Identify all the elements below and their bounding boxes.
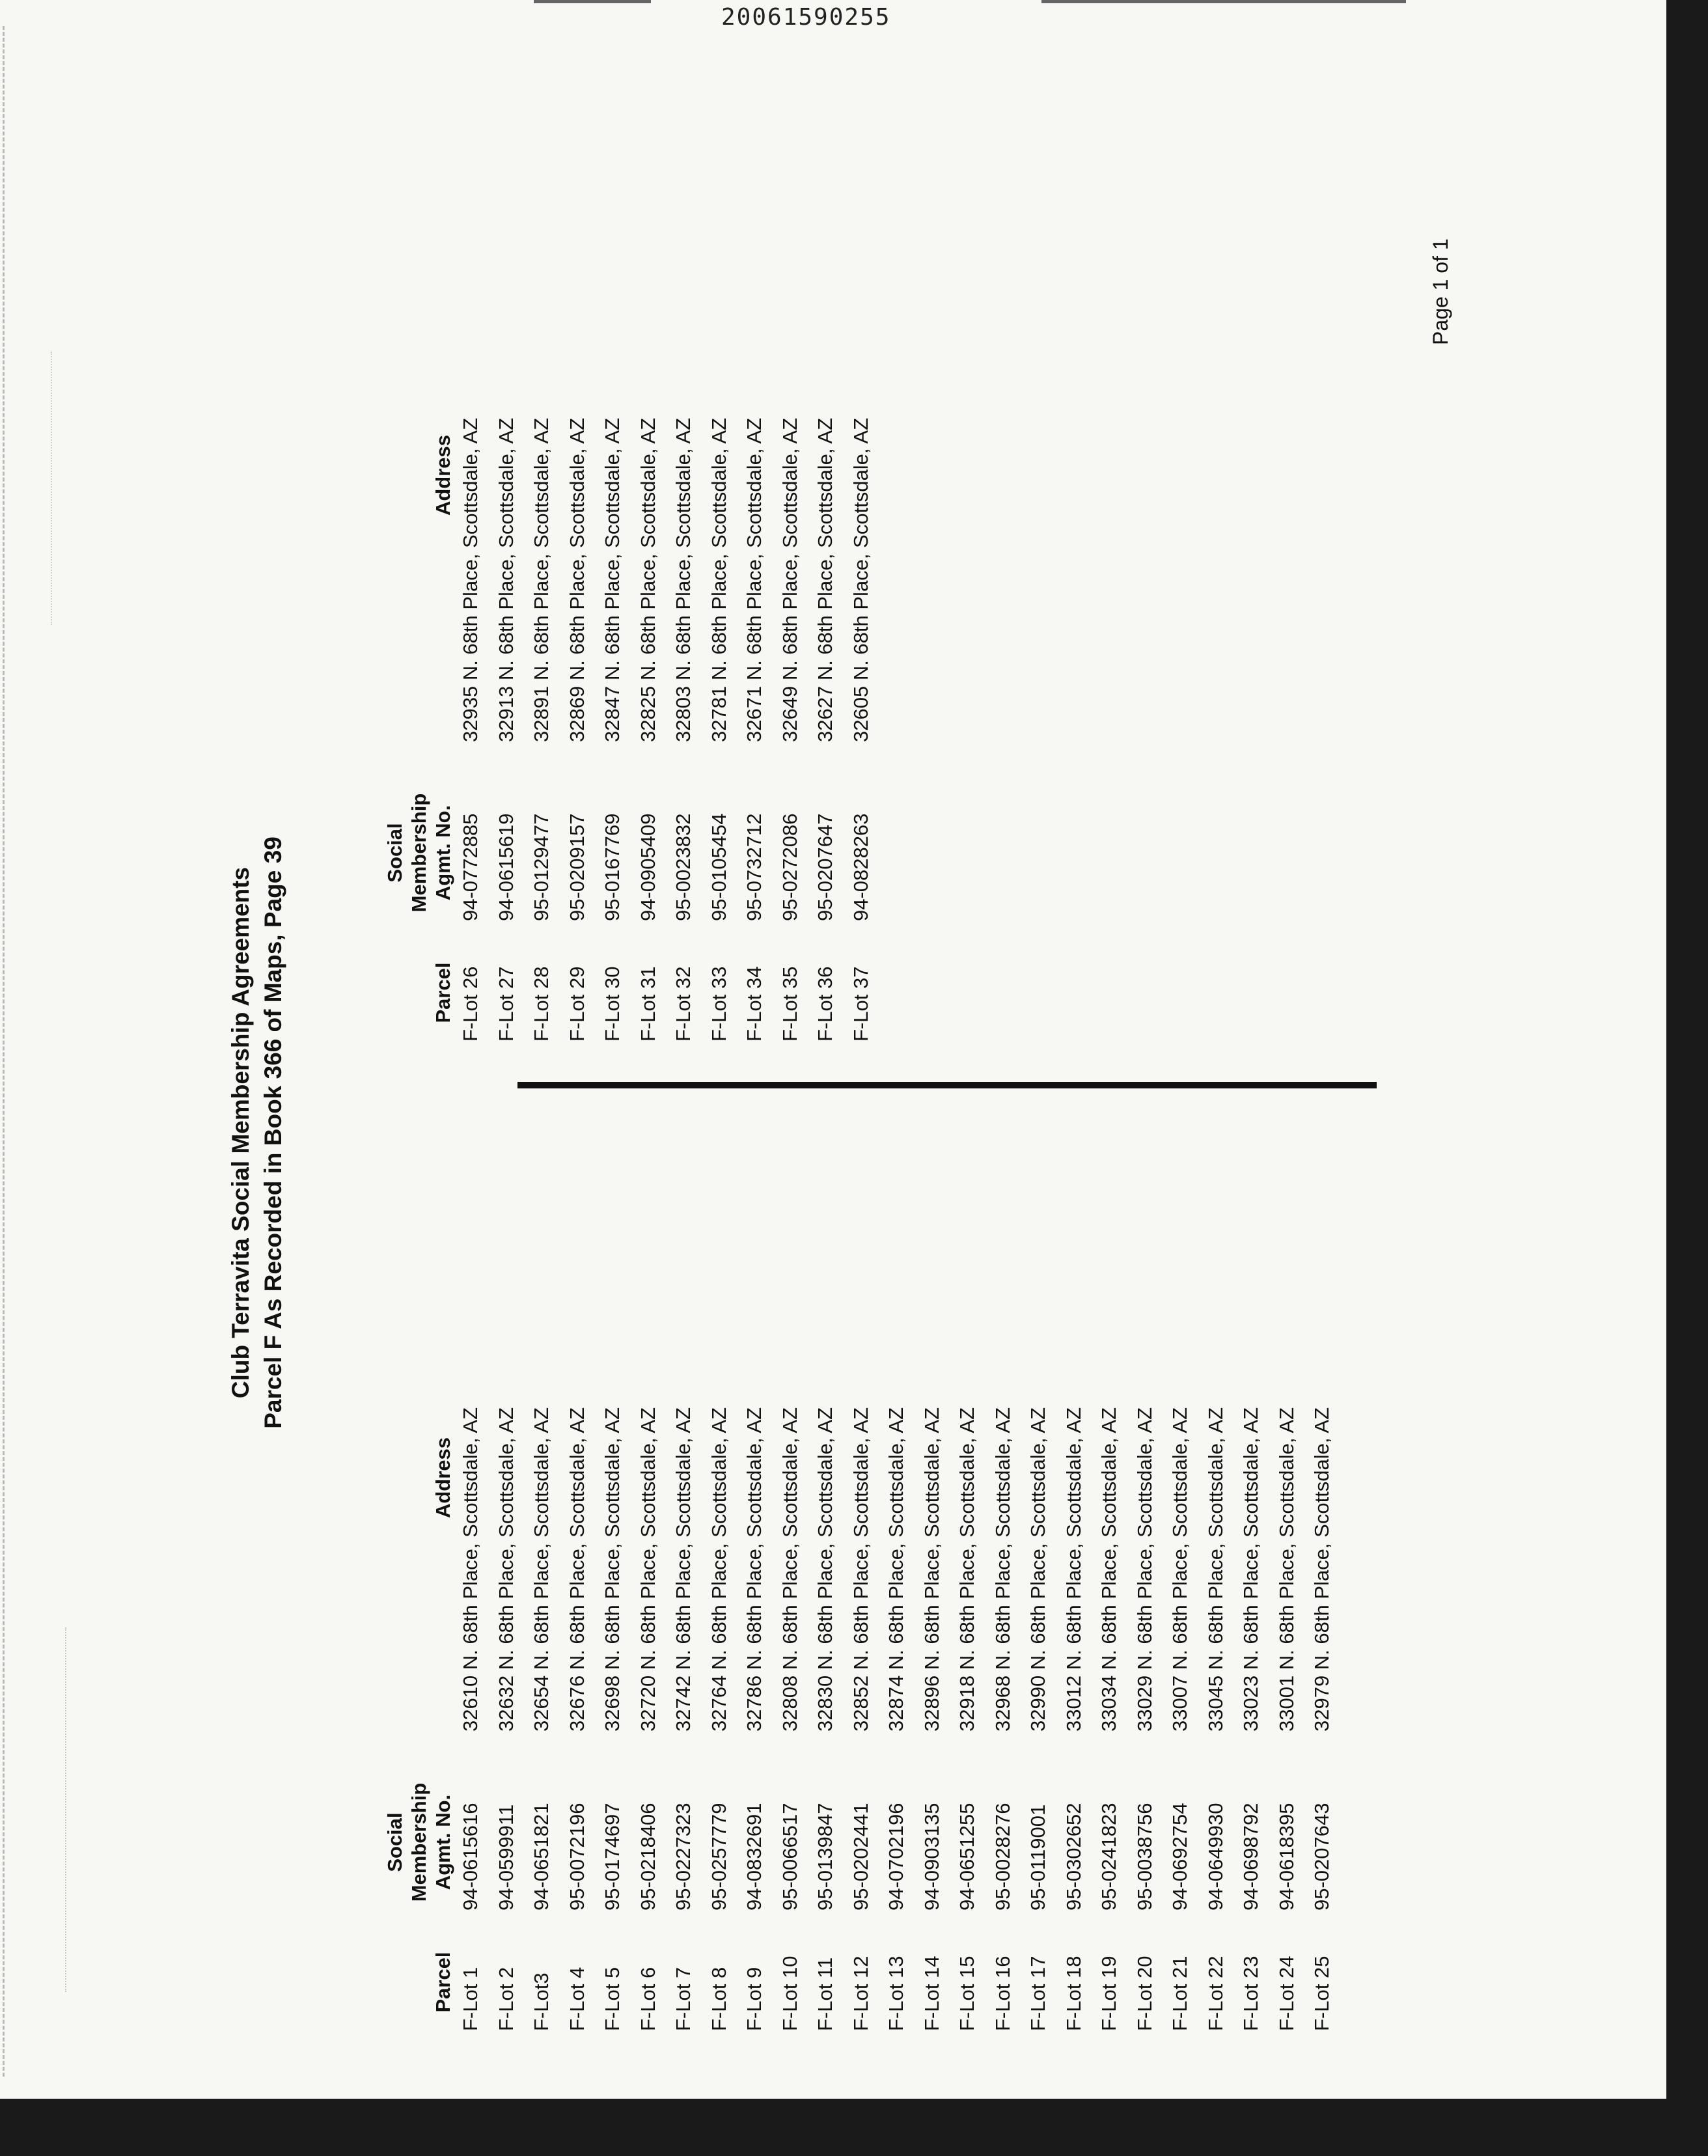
agmt-no-cell: 95-0072196 [565,1803,588,1911]
parcel-cell: F-Lot 17 [1026,1956,1049,2031]
parcel-cell: F-Lot3 [530,1972,553,2031]
address-cell: 32627 N. 68th Place, Scottsdale, AZ [814,417,836,742]
parcel-cell: F-Lot 30 [601,966,624,1042]
agmt-no-cell: 95-0732712 [743,813,765,921]
agmt-no-cell: 95-0257779 [707,1803,730,1911]
parcel-cell: F-Lot 34 [743,966,765,1042]
agmt-no-cell: 94-0618395 [1274,1803,1298,1911]
agmt-no-cell: 94-0702196 [885,1803,907,1911]
parcel-cell: F-Lot 20 [1133,1956,1156,2031]
parcel-cell: F-Lot 31 [636,966,659,1042]
rotated-document [225,234,1468,2031]
parcel-cell: F-Lot 12 [849,1956,872,2031]
scan-artifact [534,0,651,3]
parcel-cell: F-Lot 22 [1204,1956,1227,2031]
agmt-no-cell: 94-0832691 [743,1803,765,1911]
address-cell: 32654 N. 68th Place, Scottsdale, AZ [530,1407,553,1732]
parcel-cell: F-Lot 33 [707,966,730,1042]
header-agmt-line1: Social [383,1812,406,1872]
agmt-no-cell: 94-0651255 [956,1803,978,1911]
agmt-no-cell: 94-0599911 [494,1804,517,1911]
document-id: 20061590255 [721,4,891,31]
address-cell: 32720 N. 68th Place, Scottsdale, AZ [636,1407,659,1732]
parcel-cell: F-Lot 9 [743,1967,765,2031]
agmt-no-cell: 94-0772885 [459,813,482,921]
parcel-cell: F-Lot 23 [1239,1956,1262,2031]
agmt-no-cell: 95-0105454 [707,813,730,921]
address-cell: 32786 N. 68th Place, Scottsdale, AZ [743,1407,765,1732]
agmt-no-cell: 95-0129477 [530,813,553,921]
parcel-cell: F-Lot 28 [530,966,553,1042]
agmt-no-cell: 94-0692754 [1168,1803,1191,1911]
address-cell: 33023 N. 68th Place, Scottsdale, AZ [1239,1407,1262,1732]
parcel-cell: F-Lot 25 [1310,1956,1333,2031]
address-cell: 32869 N. 68th Place, Scottsdale, AZ [565,417,588,742]
parcel-cell: F-Lot 8 [707,1967,730,2031]
header-agmt [383,1764,455,1920]
address-cell: 32605 N. 68th Place, Scottsdale, AZ [849,417,872,742]
address-cell: 33001 N. 68th Place, Scottsdale, AZ [1274,1407,1298,1732]
address-cell: 33029 N. 68th Place, Scottsdale, AZ [1133,1407,1156,1732]
agmt-no-cell: 95-0023832 [672,813,695,921]
agmt-no-cell: 94-0905409 [636,813,659,921]
address-cell: 32891 N. 68th Place, Scottsdale, AZ [530,417,553,742]
agmt-no-cell: 95-0302652 [1062,1803,1085,1911]
address-cell: 32830 N. 68th Place, Scottsdale, AZ [814,1407,836,1732]
parcel-cell: F-Lot 21 [1168,1956,1191,2031]
address-cell: 32781 N. 68th Place, Scottsdale, AZ [707,417,730,742]
parcel-cell: F-Lot 35 [778,966,801,1042]
parcel-cell: F-Lot 13 [885,1956,907,2031]
address-cell: 33045 N. 68th Place, Scottsdale, AZ [1204,1407,1227,1732]
agmt-no-cell: 94-0698792 [1239,1803,1262,1911]
agmt-no-cell: 94-0828263 [849,813,872,921]
title-block [225,234,290,2031]
parcel-cell: F-Lot 18 [1062,1956,1085,2031]
address-cell: 32825 N. 68th Place, Scottsdale, AZ [636,417,659,742]
agmt-no-cell: 95-0207647 [814,813,836,921]
address-cell: 32742 N. 68th Place, Scottsdale, AZ [672,1407,695,1732]
address-cell: 32764 N. 68th Place, Scottsdale, AZ [707,1407,730,1732]
page-footer: Page 1 of 1 [1429,238,1452,345]
address-cell: 32979 N. 68th Place, Scottsdale, AZ [1310,1407,1333,1732]
header-agmt-line1: Social [383,823,406,883]
parcel-cell: F-Lot 1 [459,1967,482,2031]
scan-artifact [1041,0,1406,3]
parcel-cell: F-Lot 27 [494,966,517,1042]
agmt-no-cell: 95-0272086 [778,813,801,921]
header-parcel: Parcel [432,962,454,1023]
parcel-cell: F-Lot 6 [636,1967,659,2031]
parcel-cell: F-Lot 29 [565,966,588,1042]
parcel-cell: F-Lot 19 [1097,1956,1120,2031]
header-agmt [383,775,455,931]
parcel-cell: F-Lot 2 [494,1967,517,2031]
parcel-cell: F-Lot 7 [672,1967,695,2031]
address-cell: 32874 N. 68th Place, Scottsdale, AZ [885,1407,907,1732]
parcel-cell: F-Lot 36 [814,966,836,1042]
address-cell: 32632 N. 68th Place, Scottsdale, AZ [494,1407,517,1732]
address-cell: 32808 N. 68th Place, Scottsdale, AZ [778,1407,801,1732]
agmt-no-cell: 95-0038756 [1133,1803,1156,1911]
parcel-cell: F-Lot 10 [778,1956,801,2031]
address-cell: 32918 N. 68th Place, Scottsdale, AZ [956,1407,978,1732]
parcel-cell: F-Lot 16 [991,1956,1014,2031]
parcel-cell: F-Lot 26 [459,966,482,1042]
address-cell: 32847 N. 68th Place, Scottsdale, AZ [601,417,624,742]
scan-edge [3,26,5,2077]
address-cell: 32990 N. 68th Place, Scottsdale, AZ [1026,1407,1049,1732]
agmt-no-cell: 94-0615616 [459,1803,482,1911]
address-cell: 33034 N. 68th Place, Scottsdale, AZ [1097,1407,1120,1732]
parcel-cell: F-Lot 24 [1274,1956,1298,2031]
document-title: Club Terravita Social Membership Agreements [227,866,254,1399]
address-cell: 32649 N. 68th Place, Scottsdale, AZ [778,417,801,742]
parcel-cell: F-Lot 11 [814,1957,836,2031]
address-cell: 32803 N. 68th Place, Scottsdale, AZ [672,417,695,742]
parcel-cell: F-Lot 14 [920,1956,943,2031]
agmt-no-cell: 95-0209157 [565,813,588,921]
header-address: Address [432,434,454,516]
parcel-cell: F-Lot 37 [849,966,872,1042]
parcel-cell: F-Lot 4 [565,1967,588,2031]
address-cell: 32935 N. 68th Place, Scottsdale, AZ [459,417,482,742]
scan-artifact [65,1627,66,1992]
agmt-no-cell: 94-0651821 [530,1803,553,1911]
agmt-no-cell: 95-0241823 [1097,1803,1120,1911]
header-address: Address [432,1437,454,1519]
header-agmt-line2: Membership [407,793,430,913]
agmt-no-cell: 95-0174697 [601,1803,624,1911]
header-agmt-line2: Membership [407,1782,430,1902]
agmt-no-cell: 94-0615619 [494,813,517,921]
address-cell: 33012 N. 68th Place, Scottsdale, AZ [1062,1407,1085,1732]
header-agmt-line3: Agmt. No. [432,1794,454,1890]
parcel-cell: F-Lot 32 [672,966,695,1042]
address-cell: 32896 N. 68th Place, Scottsdale, AZ [920,1407,943,1732]
agmt-no-cell: 94-0649930 [1204,1803,1227,1911]
header-parcel: Parcel [432,1952,454,2013]
agmt-no-cell: 95-0066517 [778,1803,801,1911]
header-agmt-line3: Agmt. No. [432,805,454,901]
agmt-no-cell: 95-0028276 [991,1803,1014,1911]
scan-artifact [51,352,52,625]
agmt-no-cell: 94-0903135 [920,1803,943,1911]
address-cell: 32676 N. 68th Place, Scottsdale, AZ [565,1407,588,1732]
agmt-no-cell: 95-0119001 [1026,1804,1049,1911]
parcel-cell: F-Lot 15 [956,1956,978,2031]
address-cell: 32852 N. 68th Place, Scottsdale, AZ [849,1407,872,1732]
agmt-no-cell: 95-0167769 [601,813,624,921]
address-cell: 32610 N. 68th Place, Scottsdale, AZ [459,1407,482,1732]
agmt-no-cell: 95-0207643 [1310,1803,1333,1911]
address-cell: 33007 N. 68th Place, Scottsdale, AZ [1168,1407,1191,1732]
address-cell: 32913 N. 68th Place, Scottsdale, AZ [494,417,517,742]
parcel-cell: F-Lot 5 [601,1967,624,2031]
agmt-no-cell: 95-0139847 [814,1803,836,1911]
address-cell: 32671 N. 68th Place, Scottsdale, AZ [743,417,765,742]
column-divider [517,1082,1377,1088]
document-subtitle: Parcel F As Recorded in Book 366 of Maps, Page 39 [260,836,286,1429]
agmt-no-cell: 95-0202441 [849,1803,872,1911]
agmt-no-cell: 95-0218406 [636,1803,659,1911]
address-cell: 32968 N. 68th Place, Scottsdale, AZ [991,1407,1014,1732]
address-cell: 32698 N. 68th Place, Scottsdale, AZ [601,1407,624,1732]
agmt-no-cell: 95-0227323 [672,1803,695,1911]
